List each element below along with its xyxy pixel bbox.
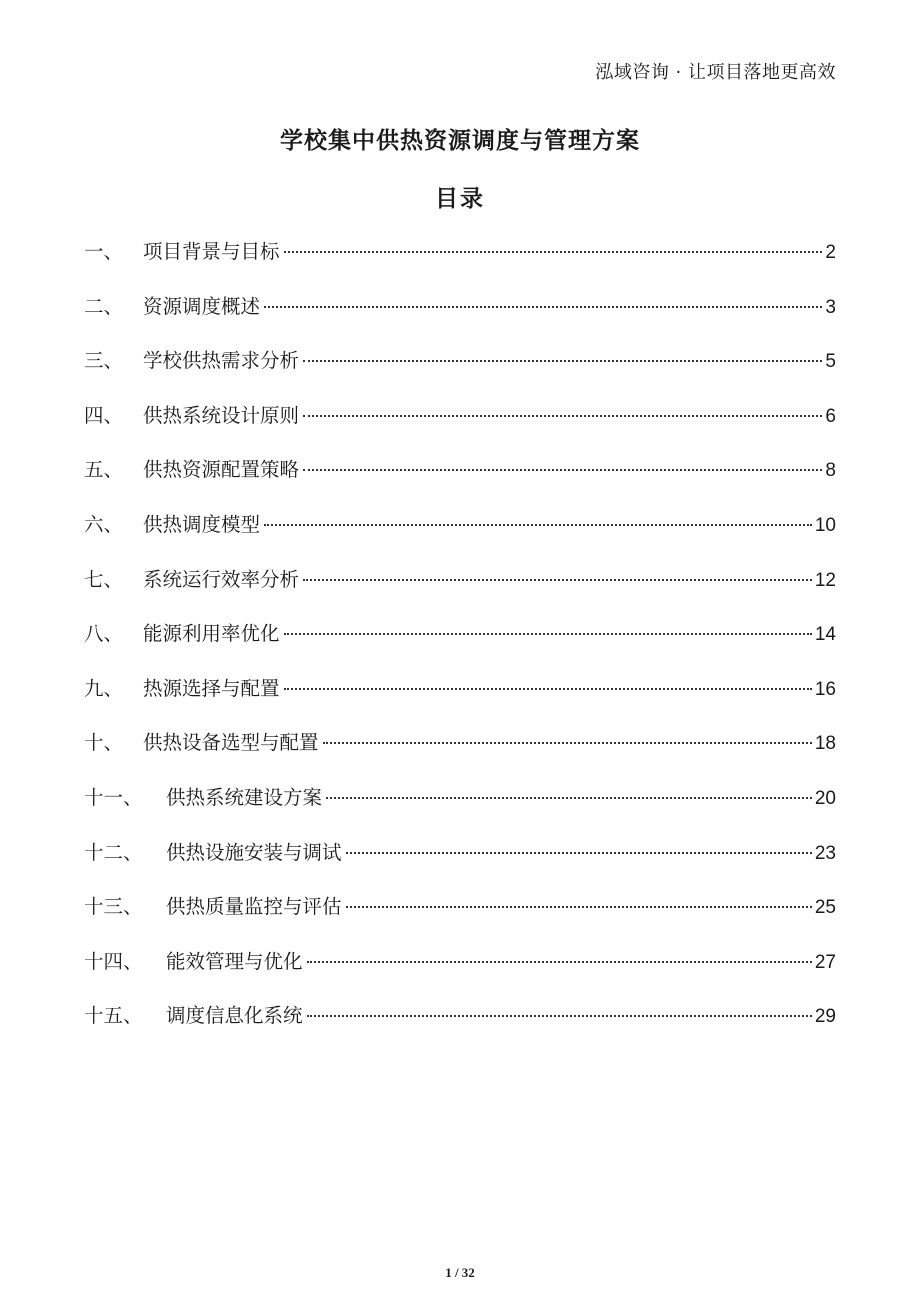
toc-entry-title: 供热调度模型 xyxy=(143,512,261,536)
toc-entry-title: 调度信息化系统 xyxy=(166,1004,303,1028)
toc-entry-3[interactable] xyxy=(84,345,836,400)
header-tagline: 泓域咨询 · 让项目落地更高效 xyxy=(595,62,836,83)
toc-entry-page: 14 xyxy=(814,624,836,646)
toc-entry-1[interactable] xyxy=(84,236,836,291)
toc-entry-title: 供热质量监控与评估 xyxy=(166,895,342,919)
toc-entry-8[interactable] xyxy=(84,618,836,673)
toc-entry-11[interactable] xyxy=(84,782,836,837)
toc-heading: 目录 xyxy=(435,186,485,212)
toc-dot-leader xyxy=(303,415,822,417)
toc-entry-15[interactable] xyxy=(84,1000,836,1055)
toc-entry-number: 六、 xyxy=(84,512,124,536)
toc-dot-leader xyxy=(284,688,812,690)
toc-entry-page: 5 xyxy=(825,351,836,373)
toc-dot-leader xyxy=(346,852,812,854)
toc-entry-9[interactable] xyxy=(84,673,836,728)
toc-entry-page: 3 xyxy=(825,296,836,318)
toc-entry-title: 供热设施安装与调试 xyxy=(166,840,342,864)
toc-entry-title: 能源利用率优化 xyxy=(143,622,280,646)
toc-entry-12[interactable] xyxy=(84,837,836,892)
toc-entry-page: 8 xyxy=(825,460,836,482)
toc-entry-number: 十三、 xyxy=(84,895,143,919)
toc-dot-leader xyxy=(284,633,812,635)
toc-dot-leader xyxy=(303,360,822,362)
toc-entry-page: 10 xyxy=(814,514,836,536)
toc-entry-title: 项目背景与目标 xyxy=(143,240,280,263)
toc-entry-page: 2 xyxy=(825,242,836,263)
toc-entry-title: 能效管理与优化 xyxy=(166,949,303,973)
toc-entry-number: 十二、 xyxy=(84,840,143,864)
toc-entry-title: 系统运行效率分析 xyxy=(143,567,300,591)
toc-dot-leader xyxy=(307,1015,812,1017)
toc-entry-page: 23 xyxy=(814,842,836,864)
toc-dot-leader xyxy=(326,797,812,799)
toc-entry-number: 五、 xyxy=(84,458,124,482)
toc-entry-5[interactable] xyxy=(84,454,836,509)
toc-entry-page: 6 xyxy=(825,405,836,427)
toc-entry-title: 热源选择与配置 xyxy=(143,676,280,700)
toc-dot-leader xyxy=(303,469,822,471)
toc-entry-page: 27 xyxy=(814,951,836,973)
toc-entry-title: 供热系统设计原则 xyxy=(143,403,300,427)
toc-entry-page: 18 xyxy=(814,733,836,755)
toc-entry-2[interactable] xyxy=(84,291,836,346)
table-of-contents xyxy=(84,236,836,1055)
toc-dot-leader xyxy=(264,306,822,308)
toc-entry-number: 十、 xyxy=(84,731,124,755)
toc-entry-number: 十四、 xyxy=(84,949,143,973)
toc-entry-title: 学校供热需求分析 xyxy=(143,349,300,373)
document-title: 学校集中供热资源调度与管理方案 xyxy=(280,128,640,154)
toc-entry-title: 供热资源配置策略 xyxy=(143,458,300,482)
toc-entry-6[interactable] xyxy=(84,509,836,564)
toc-dot-leader xyxy=(346,906,812,908)
toc-entry-7[interactable] xyxy=(84,564,836,619)
toc-entry-page: 20 xyxy=(814,787,836,809)
toc-entry-4[interactable] xyxy=(84,400,836,455)
toc-entry-number: 七、 xyxy=(84,567,124,591)
toc-entry-number: 十五、 xyxy=(84,1004,143,1028)
toc-entry-number: 一、 xyxy=(84,240,124,263)
toc-entry-number: 九、 xyxy=(84,676,124,700)
toc-entry-number: 八、 xyxy=(84,622,124,646)
toc-entry-number: 三、 xyxy=(84,349,124,373)
toc-entry-page: 12 xyxy=(814,569,836,591)
toc-entry-14[interactable] xyxy=(84,946,836,1001)
page-indicator: 1 / 32 xyxy=(445,1265,475,1280)
toc-entry-number: 二、 xyxy=(84,294,124,318)
toc-entry-title: 供热系统建设方案 xyxy=(166,785,323,809)
toc-entry-page: 25 xyxy=(814,897,836,919)
toc-entry-13[interactable] xyxy=(84,891,836,946)
toc-entry-page: 29 xyxy=(814,1006,836,1028)
toc-dot-leader xyxy=(307,961,812,963)
toc-dot-leader xyxy=(284,251,823,253)
toc-dot-leader xyxy=(303,579,812,581)
toc-dot-leader xyxy=(264,524,812,526)
toc-entry-title: 供热设备选型与配置 xyxy=(143,731,319,755)
toc-entry-number: 四、 xyxy=(84,403,124,427)
toc-entry-10[interactable] xyxy=(84,727,836,782)
toc-entry-number: 十一、 xyxy=(84,785,143,809)
toc-dot-leader xyxy=(323,742,812,744)
toc-entry-title: 资源调度概述 xyxy=(143,294,261,318)
toc-entry-page: 16 xyxy=(814,678,836,700)
